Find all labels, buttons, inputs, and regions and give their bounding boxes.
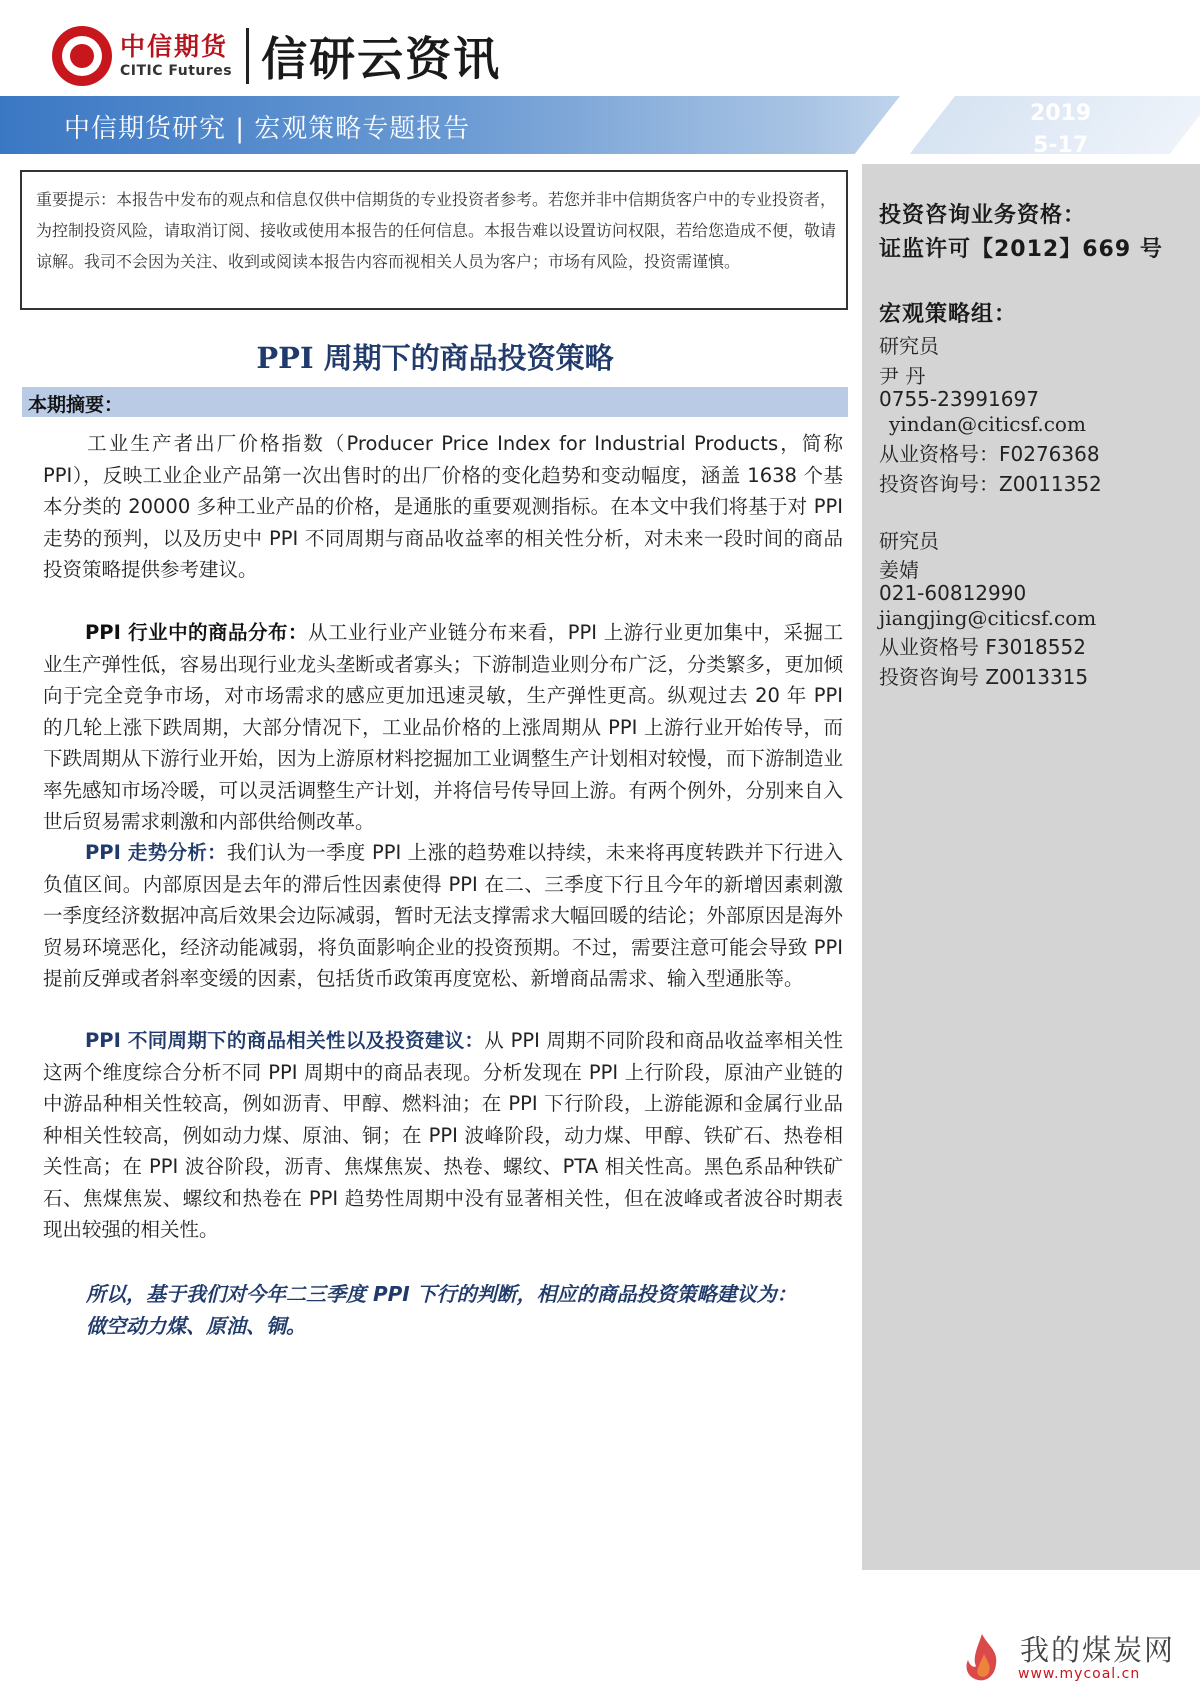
logo-chinese-name: 中信期货 bbox=[120, 32, 229, 61]
analyst-2-name: 姜婧 bbox=[879, 558, 919, 582]
analyst-2-cert: 从业资格号 F3018552 bbox=[879, 635, 1086, 659]
paragraph-intro bbox=[43, 428, 843, 586]
report-year: 2019 bbox=[1030, 101, 1092, 126]
document-title: PPI 周期下的商品投资策略 bbox=[256, 341, 614, 375]
trend-text: 我们认为一季度 PPI 上涨的趋势难以持续，未来将再度转跌并下行进入负值区间。内部原因是去年的滞后性因素使得 PPI 在二、三季度下行且今年的新增因素刺激一季度经济数据冲高后效果会边际减弱，暂时无法支撑需求大幅回暖的结论；外部原因是海外贸易环境恶化，经济动能减弱，将负面影响企业的投资预期。不过，需要注意可能会导致 PPI 提前反弹或者斜率变缓的因素，包括货币政策再度宽松、新增商品需求、输入型通胀等。 bbox=[43, 841, 843, 990]
qualification-label: 投资咨询业务资格： bbox=[879, 203, 1087, 228]
group-label: 宏观策略组： bbox=[879, 302, 1018, 327]
paragraph-trend-analysis bbox=[43, 837, 843, 995]
industry-text: 从工业行业产业链分布来看，PPI 上游行业更加集中，采掘工业生产弹性低，容易出现行业龙头垄断或者寡头；下游制造业则分布广泛，分类繁多，更加倾向于完全竞争市场，对市场需求的感应更加迅速灵敏，生产弹性更高。纵观过去 20 年 PPI 的几轮上涨下跌周期，大部分情况下，工业品价格的上涨周期从 PPI 上游行业开始传导，而下跌周期从下游行业开始，因为上游原材料挖掘加工业调整生产计划相对较慢，而下游制造业率先感知市场冷暖，可以灵活调整生产计划，并将信号传导回上游。有两个例外，分别来自入世后贸易需求刺激和内部供给侧改革。 bbox=[43, 621, 844, 833]
flame-icon bbox=[958, 1632, 1006, 1684]
summary-label: 本期摘要： bbox=[28, 394, 124, 416]
report-category: 中信期货研究 | 宏观策略专题报告 bbox=[64, 114, 471, 144]
analyst-2-advisory: 投资咨询号 Z0013315 bbox=[879, 665, 1089, 689]
license-number: 证监许可【2012】669 号 bbox=[879, 237, 1163, 262]
analyst-1-role: 研究员 bbox=[879, 334, 939, 358]
analyst-2-phone: 021-60812990 bbox=[879, 581, 1027, 605]
report-month-day: 5-17 bbox=[1033, 133, 1089, 154]
intro-text: 工业生产者出厂价格指数（Producer Price Index for Industrial Products，简称 PPI），反映工业企业产品第一次出售时的出厂价格的变化趋势和变动幅度，涵盖 1638 个基本分类的 20000 多种工业产品的价格，是通胀的重要观测指标。在本文中我们将基于对 PPI 走势的预判，以及历史中 PPI 不同周期与商品收益率的相关性分析，对未来一段时间的商品投资策略提供参考建议。 bbox=[43, 432, 843, 581]
analyst-1-cert: 从业资格号：F0276368 bbox=[879, 442, 1100, 466]
disclaimer-text: 重要提示：本报告中发布的观点和信息仅供中信期货的专业投资者参考。若您并非中信期货客户中的专业投资者，为控制投资风险，请取消订阅、接收或使用本报告的任何信息。本报告难以设置访问权限，若给您造成不便，敬请谅解。我司不会因为关注、收到或阅读本报告内容而视相关人员为客户；市场有风险，投资需谨慎。 bbox=[36, 190, 837, 271]
summary-header-bar bbox=[22, 387, 848, 417]
paragraph-industry-distribution bbox=[43, 617, 843, 838]
trend-heading: PPI 走势分析： bbox=[85, 841, 227, 864]
watermark bbox=[958, 1628, 1178, 1688]
correlation-heading: PPI 不同周期下的商品相关性以及投资建议： bbox=[85, 1029, 485, 1052]
report-date bbox=[1030, 98, 1091, 154]
logo-english-name: CITIC Futures bbox=[120, 63, 233, 79]
brand-logo bbox=[52, 26, 501, 86]
analyst-2-role: 研究员 bbox=[879, 529, 939, 553]
correlation-text: 从 PPI 周期不同阶段和商品收益率相关性这两个维度综合分析不同 PPI 周期中的商品表现。分析发现在 PPI 上行阶段，原油产业链的中游品种相关性较高，例如沥青、甲醇、燃料油；在 PPI 下行阶段，上游能源和金属行业品种相关性较高，例如动力煤、原油、铜；在 PPI 波峰阶段，动力煤、甲醇、铁矿石、热卷相关性高；在 PPI 波谷阶段，沥青、焦煤焦炭、热卷、螺纹、PTA 相关性高。黑色系品种铁矿石、焦煤焦炭、螺纹和热卷在 PPI 趋势性周期中没有显著相关性，但在波峰或者波谷时期表现出较强的相关性。 bbox=[43, 1029, 843, 1241]
brand-slogan: 信研云资讯 bbox=[261, 32, 502, 86]
watermark-url[interactable]: www.mycoal.cn bbox=[1018, 1666, 1141, 1682]
disclaimer-box bbox=[20, 170, 848, 310]
analyst-1-advisory: 投资咨询号：Z0011352 bbox=[879, 472, 1102, 496]
analyst-1-name: 尹 丹 bbox=[879, 364, 926, 388]
watermark-site-name: 我的煤炭网 bbox=[1020, 1633, 1176, 1667]
analyst-1-email[interactable]: yindan@citicsf.com bbox=[889, 412, 1086, 436]
analyst-2-email[interactable]: jiangjing@citicsf.com bbox=[879, 606, 1097, 630]
citic-logo-icon bbox=[52, 26, 112, 86]
industry-heading: PPI 行业中的商品分布： bbox=[85, 621, 308, 644]
conclusion-line-1: 所以，基于我们对今年二三季度 PPI 下行的判断，相应的商品投资策略建议为： bbox=[86, 1282, 797, 1306]
paragraph-correlation bbox=[43, 1025, 843, 1246]
logo-divider bbox=[246, 28, 249, 84]
conclusion-line-2: 做空动力煤、原油、铜。 bbox=[86, 1314, 306, 1338]
logo-text bbox=[120, 32, 232, 80]
report-band bbox=[0, 96, 1200, 154]
analyst-1-phone: 0755-23991697 bbox=[879, 387, 1039, 411]
